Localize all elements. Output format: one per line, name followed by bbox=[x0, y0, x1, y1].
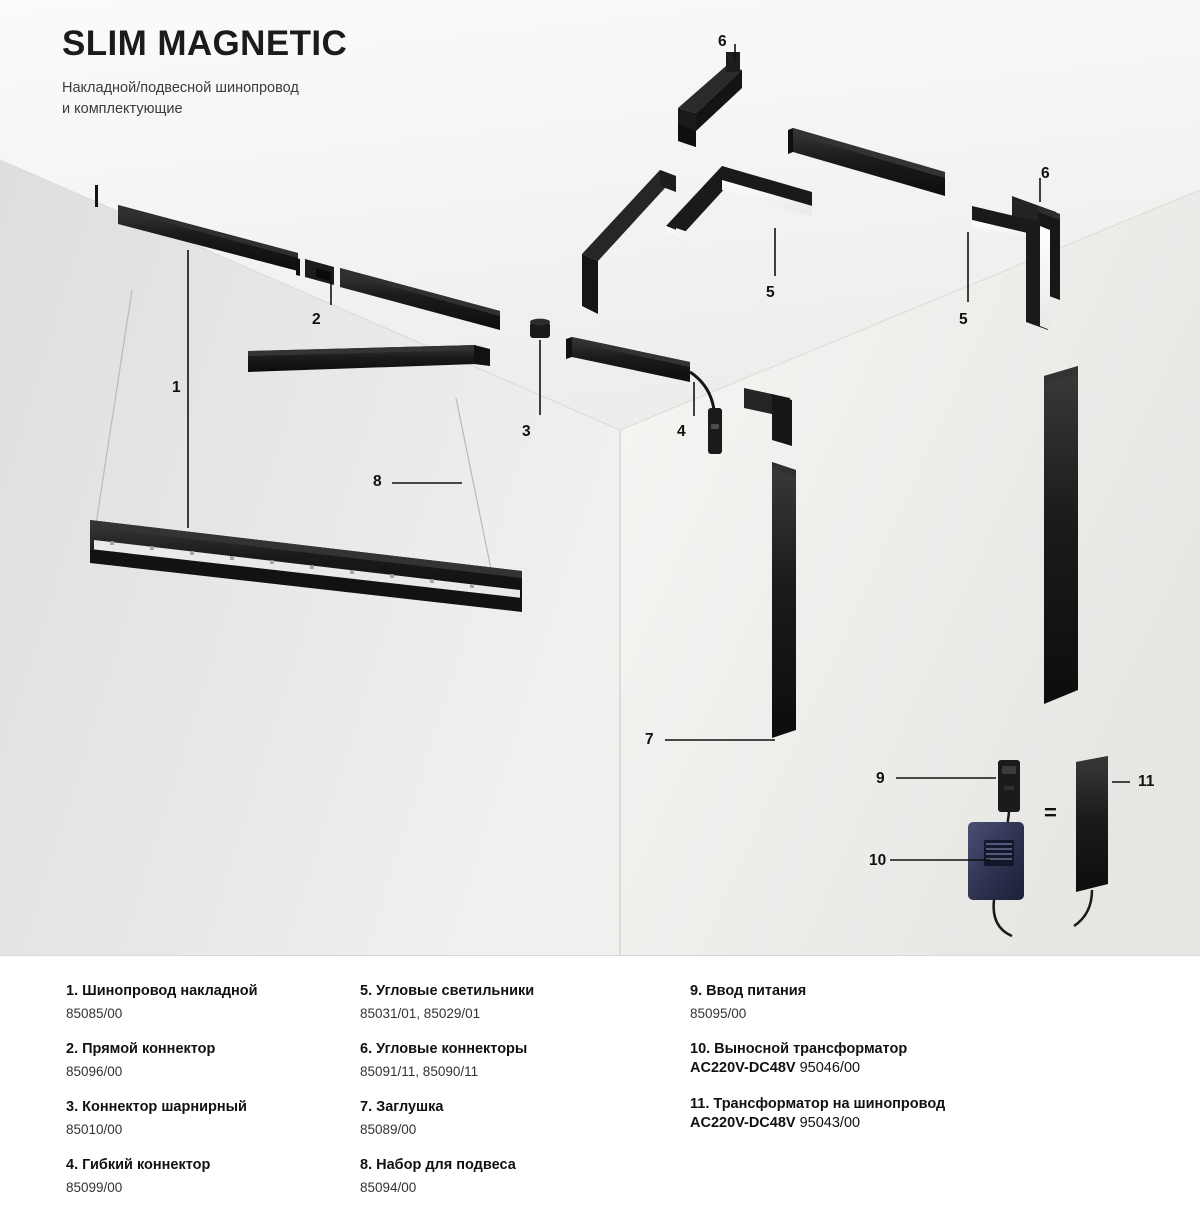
legend-column-3 bbox=[690, 956, 1110, 1214]
legend-item-voltage: AC220V-DC48V bbox=[690, 1060, 796, 1076]
legend-item-code: 85096/00 bbox=[66, 1064, 123, 1079]
legend-item-title: 1. Шинопровод накладной bbox=[66, 983, 258, 999]
callout-number-5: 5 bbox=[766, 284, 775, 301]
legend-item bbox=[66, 1040, 360, 1081]
equals-sign: = bbox=[1044, 800, 1057, 825]
legend-item-code: 85091/11, 85090/11 bbox=[360, 1064, 479, 1079]
legend-column-2 bbox=[360, 956, 690, 1214]
legend-item bbox=[690, 1040, 1110, 1078]
legend-item-code: 95043/00 bbox=[799, 1115, 861, 1131]
legend-item bbox=[360, 982, 690, 1023]
legend-item-title-2 bbox=[690, 1059, 1110, 1078]
page-title: SLIM MAGNETIC bbox=[62, 24, 348, 63]
page-subtitle-line1: Накладной/подвесной шинопровод bbox=[62, 80, 299, 96]
legend-item-title: 11. Трансформатор на шинопровод bbox=[690, 1096, 946, 1112]
legend-item-title: 10. Выносной трансформатор bbox=[690, 1041, 908, 1057]
callout-number-9: 9 bbox=[876, 770, 885, 787]
page-subtitle-line2: и комплектующие bbox=[62, 101, 183, 117]
header bbox=[62, 24, 347, 120]
legend-item-voltage: AC220V-DC48V bbox=[690, 1115, 796, 1131]
callout-number-7: 7 bbox=[645, 731, 654, 748]
legend-item-code: 85095/00 bbox=[690, 1006, 747, 1021]
legend-item bbox=[66, 1156, 360, 1197]
track-wall-vertical-2 bbox=[1044, 366, 1078, 704]
legend-item-title: 2. Прямой коннектор bbox=[66, 1041, 216, 1057]
callout-number-11: 11 bbox=[1138, 773, 1155, 790]
callout-number-4: 4 bbox=[677, 423, 686, 440]
callout-number-6: 6 bbox=[1041, 165, 1050, 182]
legend-item bbox=[66, 982, 360, 1023]
legend bbox=[0, 955, 1200, 1200]
connector-hinged bbox=[530, 319, 550, 338]
legend-item-title: 4. Гибкий коннектор bbox=[66, 1157, 211, 1173]
callout-number-3: 3 bbox=[522, 423, 531, 440]
legend-item-title: 5. Угловые светильники bbox=[360, 983, 535, 999]
legend-item-code: 85099/00 bbox=[66, 1180, 123, 1195]
legend-item-code: 85089/00 bbox=[360, 1122, 417, 1137]
callout-number-2: 2 bbox=[312, 311, 321, 328]
legend-item-title: 6. Угловые коннекторы bbox=[360, 1041, 528, 1057]
page-subtitle bbox=[62, 78, 347, 120]
legend-item-title: 7. Заглушка bbox=[360, 1099, 444, 1115]
legend-item bbox=[360, 1040, 690, 1081]
legend-item-title-2 bbox=[690, 1114, 1110, 1133]
callout-number-8: 8 bbox=[373, 473, 382, 490]
legend-item bbox=[690, 982, 1110, 1023]
legend-item-code: 85010/00 bbox=[66, 1122, 123, 1137]
legend-item-title: 9. Ввод питания bbox=[690, 983, 807, 999]
legend-item-title: 3. Коннектор шарнирный bbox=[66, 1099, 247, 1115]
legend-item bbox=[360, 1156, 690, 1197]
legend-item bbox=[66, 1098, 360, 1139]
callout-number-6: 6 bbox=[718, 33, 727, 50]
callout-number-5: 5 bbox=[959, 311, 968, 328]
hanger-wire-mark bbox=[95, 185, 98, 207]
legend-item-code: 95046/00 bbox=[799, 1060, 861, 1076]
legend-item bbox=[360, 1098, 690, 1139]
legend-item bbox=[690, 1095, 1110, 1133]
legend-item-code: 85031/01, 85029/01 bbox=[360, 1006, 481, 1021]
callout-number-10: 10 bbox=[869, 852, 887, 869]
legend-item-title: 8. Набор для подвеса bbox=[360, 1157, 516, 1173]
legend-item-code: 85094/00 bbox=[360, 1180, 417, 1195]
callout-number-1: 1 bbox=[172, 379, 181, 396]
legend-item-code: 85085/00 bbox=[66, 1006, 123, 1021]
track-wall-vertical-1 bbox=[772, 462, 796, 738]
legend-column-1 bbox=[0, 956, 360, 1214]
